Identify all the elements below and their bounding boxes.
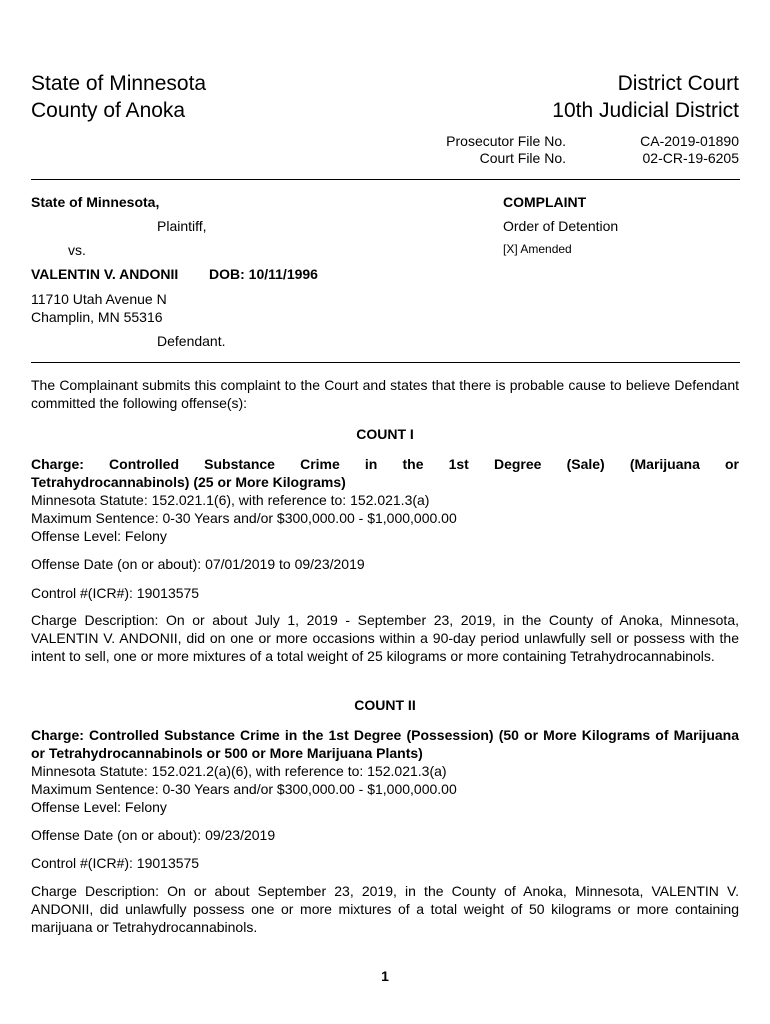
defendant-role: Defendant. (157, 333, 226, 349)
amended-checkbox: [X] Amended (503, 242, 572, 256)
count-2-charge: Charge: Controlled Substance Crime in the 1st Degree (Possession) (50 or More Kilograms of Marijuana or Tetrahydrocannabinols or 500 or More Marijuana Plants) (31, 727, 739, 761)
versus: vs. (68, 242, 86, 258)
plaintiff-role: Plaintiff, (157, 218, 207, 234)
count-1-description: Charge Description: On or about July 1, 2019 - September 23, 2019, in the County of Anoka, Minnesota, VALENTIN V. ANDONII, did on one or more occasions within a 90-day period unlawfully sell or possess with the intent to sell, one or more mixtures of a total weight of 25 kilograms or more containing Tetrahydrocannabinols. (31, 612, 739, 664)
plaintiff-name: State of Minnesota, (31, 194, 160, 210)
intro-paragraph: The Complainant submits this complaint to the Court and states that there is probable cause to believe Defendant committed the following offense(s): (31, 377, 739, 411)
count-2-control-number: Control #(ICR#): 19013575 (31, 855, 200, 871)
court-file-label: Court File No. (479, 150, 566, 166)
county-heading: County of Anoka (31, 99, 186, 122)
defendant-dob: DOB: 10/11/1996 (209, 266, 318, 282)
count-1-title: COUNT I (356, 426, 414, 442)
count-1-statute: Minnesota Statute: 152.021.1(6), with reference to: 152.021.3(a) (31, 492, 430, 508)
count-1-offense-date: Offense Date (on or about): 07/01/2019 to 09/23/2019 (31, 556, 365, 572)
count-1-charge-line2: Tetrahydrocannabinols) (25 or More Kilograms) (31, 474, 346, 490)
prosecutor-file-number: CA-2019-01890 (640, 133, 739, 149)
state-heading: State of Minnesota (31, 72, 207, 95)
defendant-name: VALENTIN V. ANDONII (31, 266, 179, 282)
court-file-number: 02-CR-19-6205 (642, 150, 739, 166)
count-2-description: Charge Description: On or about September 23, 2019, in the County of Anoka, Minnesota, VALENTIN V. ANDONII, did unlawfully possess one or more mixtures of a total weight of 50 kilograms or more containing marijuana or Tetrahydrocannabinols. (31, 883, 739, 935)
defendant-address-line2: Champlin, MN 55316 (31, 309, 163, 325)
divider-caption (31, 362, 740, 363)
count-1-charge-line1: Charge: Controlled Substance Crime in the 1st Degree (Sale) (Marijuana or (31, 456, 739, 472)
count-1-offense-level: Offense Level: Felony (31, 528, 167, 544)
order-of-detention: Order of Detention (503, 218, 619, 234)
count-2-title: COUNT II (354, 697, 416, 713)
page-number: 1 (381, 968, 389, 984)
prosecutor-file-label: Prosecutor File No. (446, 133, 566, 149)
document-type: COMPLAINT (503, 194, 587, 210)
count-1-max-sentence: Maximum Sentence: 0-30 Years and/or $300,000.00 - $1,000,000.00 (31, 510, 457, 526)
count-1-control-number: Control #(ICR#): 19013575 (31, 585, 200, 601)
count-2-statute: Minnesota Statute: 152.021.2(a)(6), with reference to: 152.021.3(a) (31, 763, 447, 779)
defendant-address-line1: 11710 Utah Avenue N (31, 291, 167, 307)
divider-top (31, 179, 740, 180)
district-heading: 10th Judicial District (552, 99, 739, 122)
count-2-max-sentence: Maximum Sentence: 0-30 Years and/or $300,000.00 - $1,000,000.00 (31, 781, 457, 797)
court-heading: District Court (617, 72, 739, 95)
count-2-offense-level: Offense Level: Felony (31, 799, 167, 815)
count-2-offense-date: Offense Date (on or about): 09/23/2019 (31, 827, 276, 843)
